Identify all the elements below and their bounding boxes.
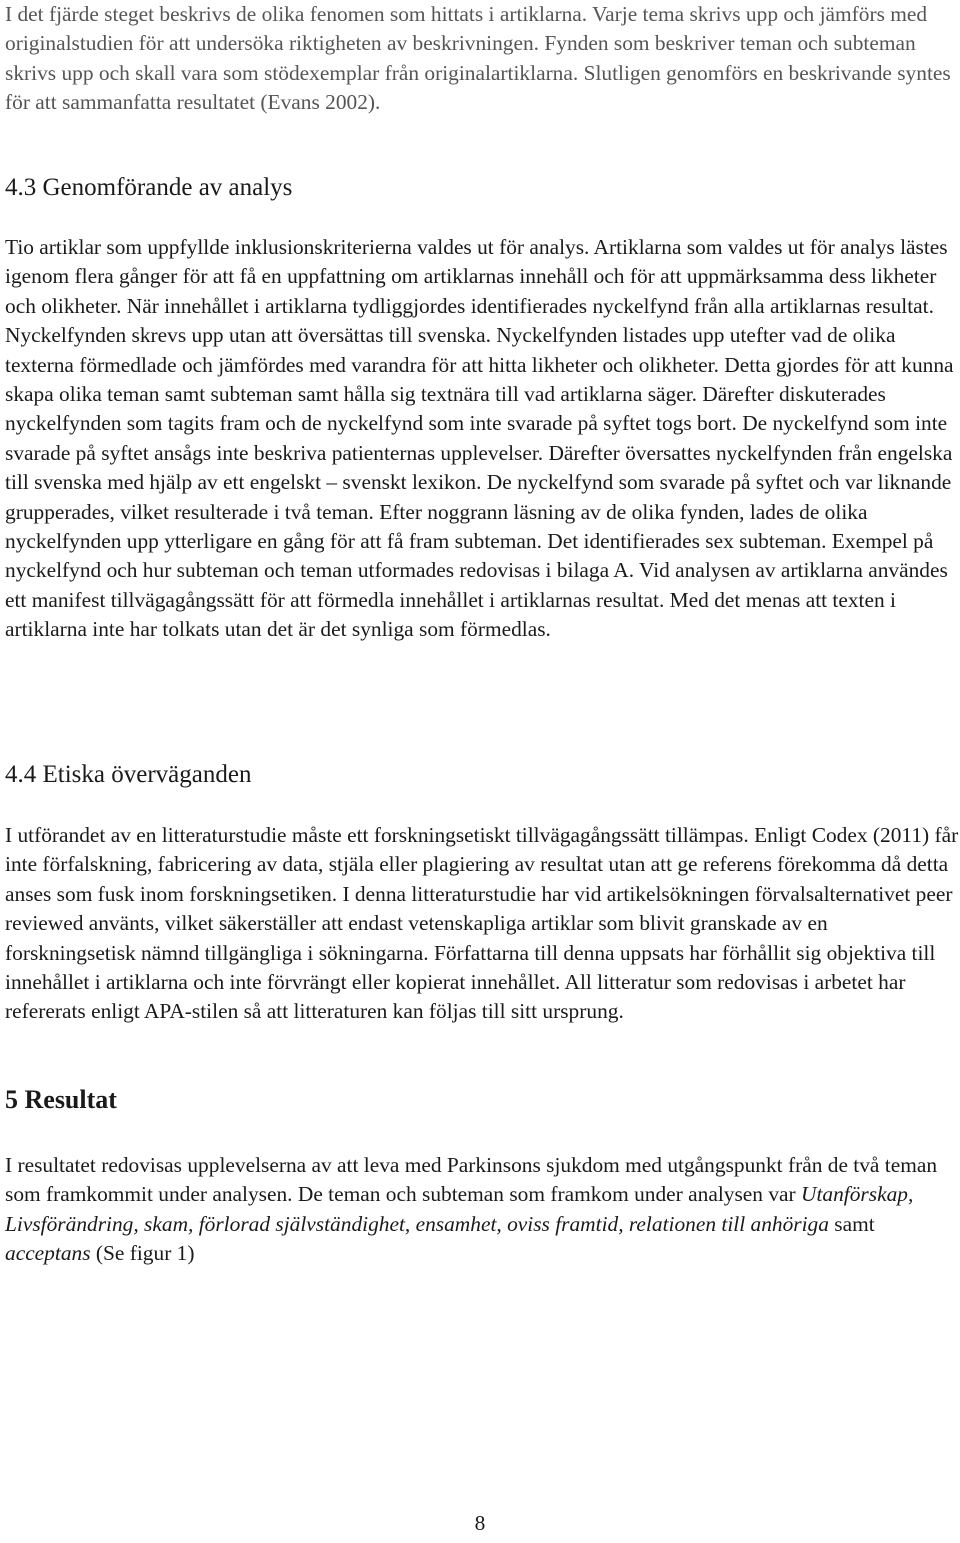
section-heading-4-4: 4.4 Etiska överväganden — [5, 761, 252, 788]
section-5-text-start: I resultatet redovisas upplevelserna av att leva med Parkinsons sjukdom med utgångspunkt från de två teman som framkommit under analysen. De teman och subteman som framkom under analysen var — [5, 1153, 938, 1207]
section-5-text-end: (Se figur 1) — [90, 1241, 195, 1266]
section-heading-5: 5 Resultat — [5, 1085, 117, 1114]
section-5-italic-terms: Utanförskap, Livsförändring, skam, förlorad självständighet, ensamhet, oviss framtid, relationen till anhöriga — [5, 1182, 914, 1236]
page-number: 8 — [474, 1511, 486, 1535]
section-4-3-paragraph: Tio artiklar som uppfyllde inklusionskriterierna valdes ut för analys. Artiklarna som valdes ut för analys lästes igenom flera gånger för att få en uppfattning om artiklarnas innehåll och för att uppmärksamma dess likheter och olikheter. När innehållet i artiklarna tydliggjordes identifierades nyckelfynd från alla artiklarnas resultat. Nyckelfynden skrevs upp utan att översättas till svenska. Nyckelfynden listades upp utefter vad de olika texterna förmedlade och jämfördes med varandra för att hitta likheter och olikheter. Detta gjordes för att kunna skapa olika teman samt subteman samt hålla sig textnära till vad artiklarna säger. Därefter diskuterades nyckelfynden som tagits fram och de nyckelfynd som inte svarade på syftet togs bort. De nyckelfynd som inte svarade på syftet ansågs inte beskriva patienternas upplevelser. Därefter översattes nyckelfynden från engelska till svenska med hjälp av ett engelskt – svenskt lexikon. De nyckelfynd som svarade på syftet och var liknande grupperades, vilket resulterade i två teman. Efter noggrann läsning av de olika fynden, lades de olika nyckelfynden upp ytterligare en gång för att få fram subteman. Det identifierades sex subteman. Exempel på nyckelfynd och hur subteman och teman utformades redovisas i bilaga A. Vid analysen av artiklarna användes ett manifest tillvägagångssätt för att förmedla innehållet i artiklarnas resultat. Med det menas att texten i artiklarna inte har tolkats utan det är det synliga som förmedlas. — [5, 235, 954, 642]
section-heading-4-3: 4.3 Genomförande av analys — [5, 174, 293, 201]
section-4-4-paragraph: I utförandet av en litteraturstudie måste ett forskningsetiskt tillvägagångssätt tillämpas. Enligt Codex (2011) får inte förfalskning, fabricering av data, stjäla eller plagiering av resultat utan att ge referens förekomma då detta anses som fusk inom forskningsetiken. I denna litteraturstudie har vid artikelsökningen förvalsalternativet peer reviewed använts, vilket säkerställer att endast vetenskapliga artiklar som blivit granskade av en forskningsetisk nämnd tillgängliga i sökningarna. Författarna till denna uppsats har förhållit sig objektiva till innehållet i artiklarna och inte förvrängt eller kopierat innehållet. All litteratur som redovisas i arbetet har refererats enligt APA-stilen så att litteraturen kan följas till sitt ursprung. — [5, 823, 959, 1024]
section-5-paragraph — [5, 1151, 960, 1269]
section-5-italic-last: acceptans — [5, 1241, 91, 1266]
intro-paragraph: I det fjärde steget beskrivs de olika fenomen som hittats i artiklarna. Varje tema skrivs upp och jämförs med originalstudien för att undersöka riktigheten av beskrivningen. Fynden som beskriver teman och subteman skrivs upp och skall vara som stödexemplar från originalartiklarna. Slutligen genomförs en beskrivande syntes för att sammanfatta resultatet (Evans 2002). — [5, 2, 951, 115]
section-5-conjunction: samt — [828, 1211, 875, 1236]
